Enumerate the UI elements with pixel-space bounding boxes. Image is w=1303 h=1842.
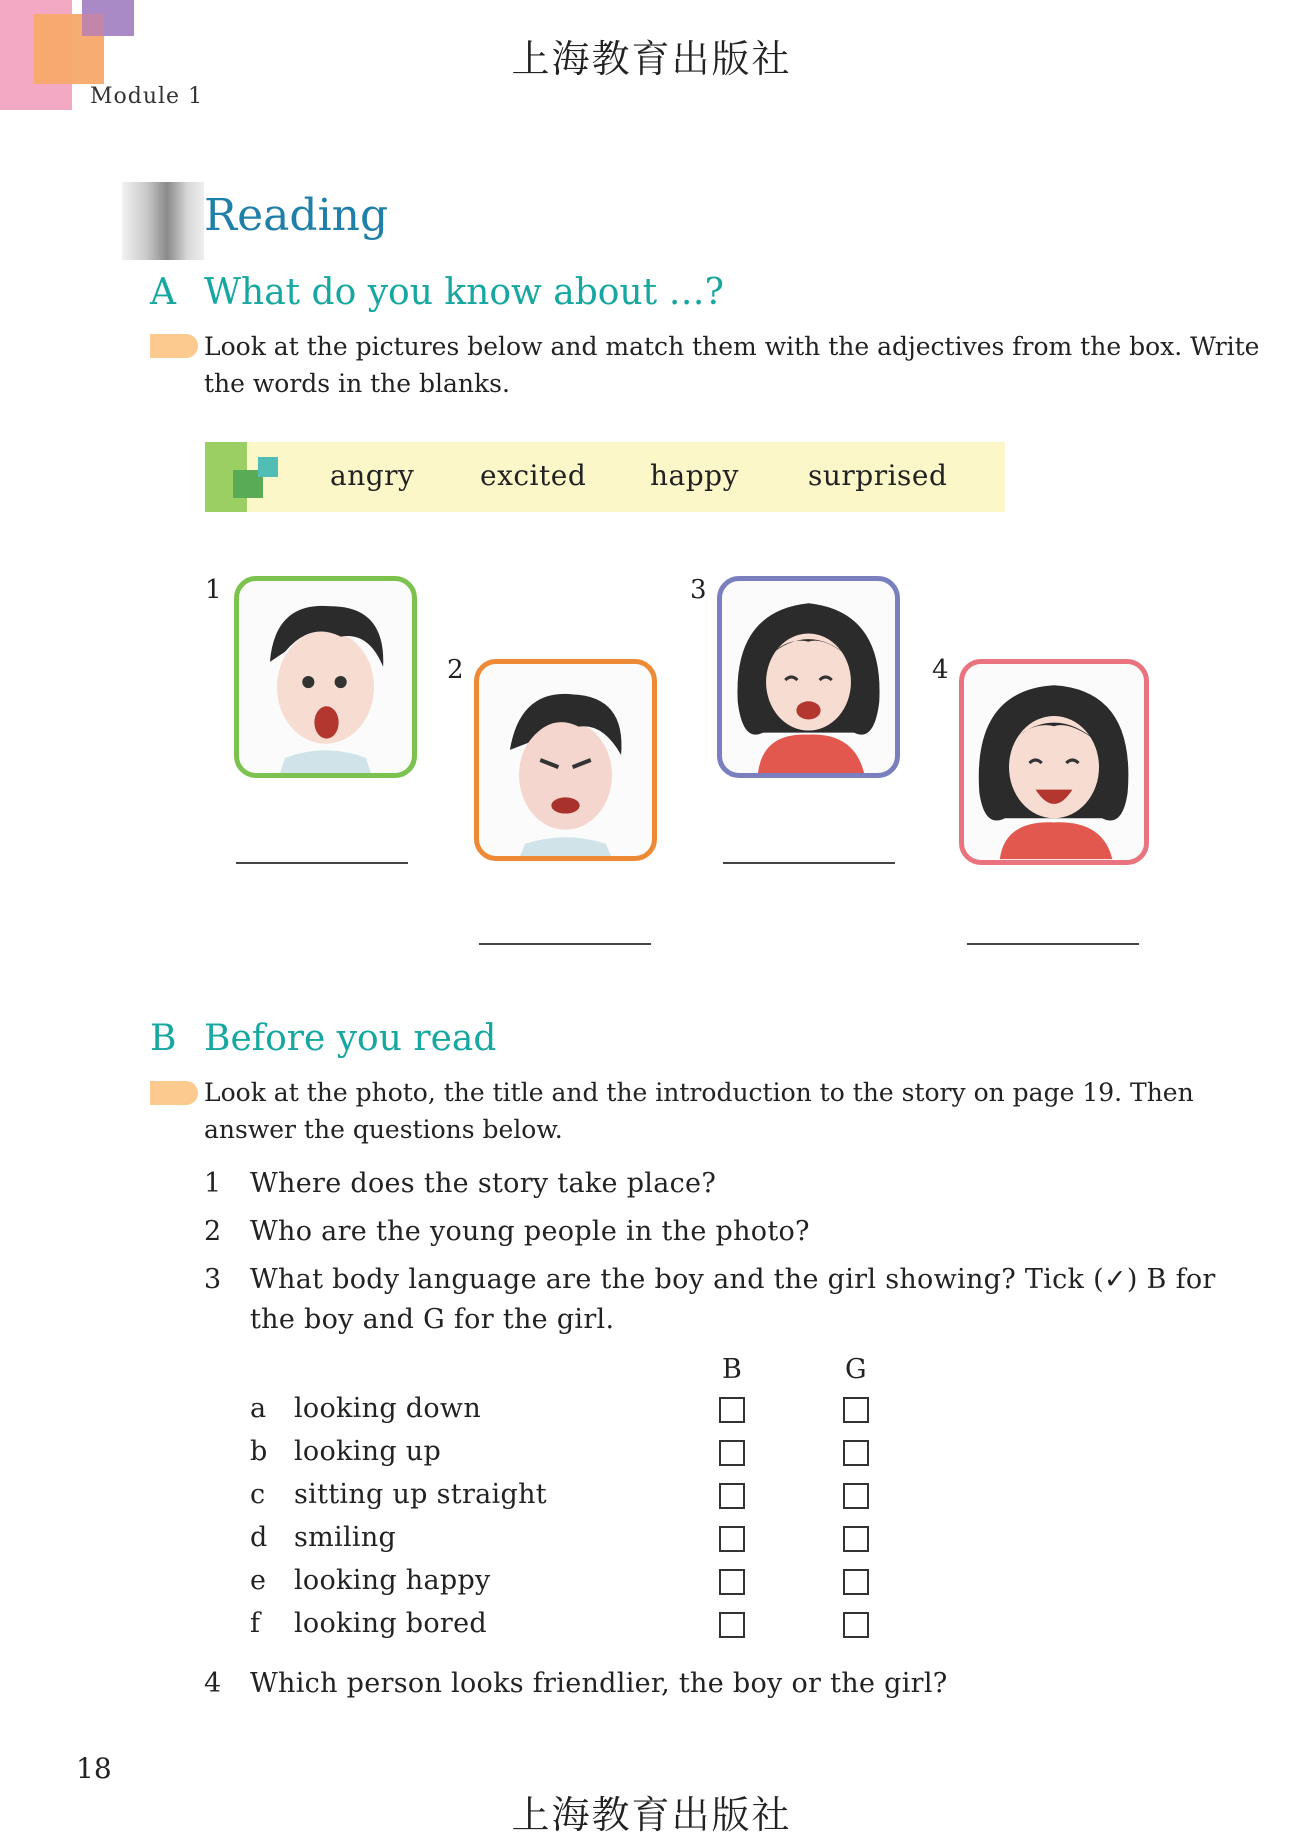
question-text-1: Where does the story take place? (250, 1168, 717, 1199)
option-letter: d (250, 1522, 268, 1553)
option-text: sitting up straight (294, 1479, 547, 1510)
checkbox-girl-looking-happy[interactable] (843, 1569, 869, 1595)
answer-blank-3[interactable] (723, 862, 895, 864)
option-text: looking happy (294, 1565, 491, 1596)
picture-frame-4 (959, 659, 1149, 865)
section-b-title: Before you read (204, 1018, 497, 1059)
answer-blank-4[interactable] (967, 943, 1139, 945)
question-number-1: 1 (204, 1168, 222, 1199)
happy-girl-icon (964, 664, 1144, 860)
option-letter: c (250, 1479, 266, 1510)
section-a-instruction-line1: Look at the pictures below and match them with the adjectives from the box. Write (204, 332, 1260, 361)
picture-frame-2 (474, 659, 657, 861)
picture-number-3: 3 (690, 575, 707, 605)
reading-title: Reading (204, 190, 389, 241)
section-b-letter: B (150, 1018, 177, 1059)
section-b-instruction-line1: Look at the photo, the title and the introduction to the story on page 19. Then (204, 1078, 1194, 1107)
option-letter: a (250, 1393, 267, 1424)
section-a-title: What do you know about …? (204, 272, 724, 313)
publisher-footer: 上海教育出版社 (511, 1793, 792, 1837)
picture-number-2: 2 (447, 655, 464, 685)
option-letter: e (250, 1565, 266, 1596)
section-a-instruction-line2: the words in the blanks. (204, 369, 510, 398)
question-text-3-line2: the boy and G for the girl. (250, 1304, 615, 1335)
section-b-instruction-line2: answer the questions below. (204, 1115, 563, 1144)
picture-number-4: 4 (932, 655, 949, 685)
word-box-decoration-teal (258, 457, 278, 477)
answer-blank-1[interactable] (236, 862, 408, 864)
option-letter: f (250, 1608, 260, 1639)
word-surprised: surprised (808, 459, 948, 492)
picture-frame-1 (234, 576, 417, 778)
option-text: smiling (294, 1522, 397, 1553)
checkbox-boy-looking-down[interactable] (719, 1397, 745, 1423)
publisher-header: 上海教育出版社 (511, 37, 792, 81)
picture-frame-3 (717, 576, 900, 778)
question-text-3: What body language are the boy and the girl showing? Tick (✓) B for (250, 1264, 1216, 1295)
checkbox-boy-looking-happy[interactable] (719, 1569, 745, 1595)
word-happy: happy (650, 459, 739, 492)
question-number-3: 3 (204, 1264, 222, 1295)
instruction-tag-icon (150, 1081, 198, 1105)
angry-boy-icon (479, 664, 652, 856)
question-number-2: 2 (204, 1216, 222, 1247)
question-text-4: Which person looks friendlier, the boy or the girl? (250, 1668, 948, 1699)
module-label: Module 1 (90, 84, 204, 109)
column-header-boy: B (722, 1354, 742, 1385)
option-letter: b (250, 1436, 268, 1467)
checkbox-boy-looking-up[interactable] (719, 1440, 745, 1466)
checkbox-boy-looking-bored[interactable] (719, 1612, 745, 1638)
excited-girl-icon (722, 581, 895, 773)
checkbox-girl-looking-down[interactable] (843, 1397, 869, 1423)
checkbox-girl-sitting-up-straight[interactable] (843, 1483, 869, 1509)
option-text: looking up (294, 1436, 442, 1467)
column-header-girl: G (845, 1354, 867, 1385)
word-excited: excited (480, 459, 587, 492)
option-text: looking bored (294, 1608, 488, 1639)
page-number: 18 (76, 1752, 112, 1785)
word-angry: angry (330, 459, 415, 492)
checkbox-girl-looking-up[interactable] (843, 1440, 869, 1466)
picture-number-1: 1 (205, 575, 222, 605)
checkbox-girl-smiling[interactable] (843, 1526, 869, 1552)
instruction-tag-icon (150, 334, 198, 358)
surprised-boy-icon (239, 581, 412, 773)
reading-icon (122, 182, 204, 260)
question-number-4: 4 (204, 1668, 222, 1699)
answer-blank-2[interactable] (479, 943, 651, 945)
section-a-letter: A (150, 272, 176, 313)
checkbox-boy-smiling[interactable] (719, 1526, 745, 1552)
checkbox-girl-looking-bored[interactable] (843, 1612, 869, 1638)
option-text: looking down (294, 1393, 482, 1424)
checkbox-boy-sitting-up-straight[interactable] (719, 1483, 745, 1509)
question-text-2: Who are the young people in the photo? (250, 1216, 810, 1247)
